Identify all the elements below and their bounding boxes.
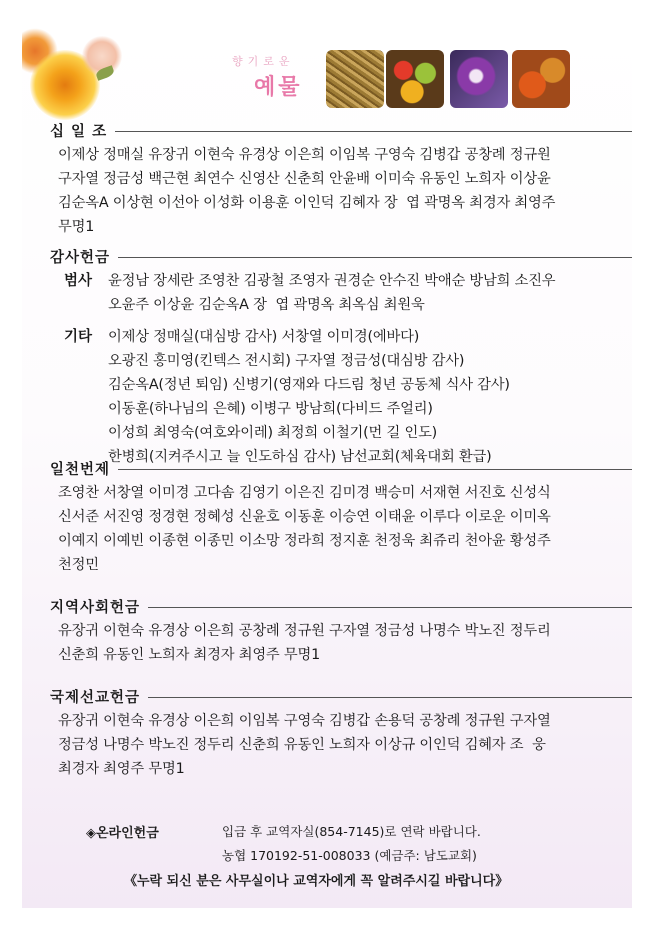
thanks-offering-section [50,246,632,469]
section-title: 국제선교헌금 [50,689,141,706]
divider [118,257,632,258]
bulletin-page [22,28,632,908]
name-list: 이제상 정매실 유장귀 이현숙 유경상 이은희 이임복 구영숙 김병갑 공창례 정규원 구자열 정금성 백근현 최연수 신영산 신춘희 안윤배 이미숙 유동인 노희자 이상윤 김순옥A 이상현 이선아 이성화 이용훈 이인덕 김혜자 장 엽 곽명옥 최경자 최영주 무명1 [58,147,556,235]
name-list: 유장귀 이현숙 유경상 이은희 공창례 정규원 구자열 정금성 나명수 박노진 정두리 신춘희 유동인 노희자 최경자 최영주 무명1 [58,623,551,663]
fruit-photo [386,50,444,108]
omission-notice: 《누락 되신 분은 사무실이나 교역자에게 꼭 알려주시길 바랍니다》 [124,874,509,889]
grain-photo [326,50,384,108]
subgroup-label: 범사 [64,273,93,289]
ilcheon-section [50,458,632,577]
orchid-photo [450,50,508,108]
header-subtitle: 향기로운 [232,55,295,68]
other-group [50,325,632,469]
name-list: 유장귀 이현숙 유경상 이은희 이임복 구영숙 김병갑 손용덕 공창례 정규원 구자열 정금성 나명수 박노진 정두리 신춘희 유동인 노희자 이상규 이인덕 김혜자 조 웅 최경자 최영주 무명1 [58,713,551,777]
divider [148,697,632,698]
mission-offering-section [50,686,632,781]
name-list: 조영찬 서창열 이미경 고다솜 김영기 이은진 김미경 백승미 서재현 서진호 신성식 신서준 서진영 정경현 정혜성 신윤호 이동훈 이승연 이태윤 이루다 이로운 이미옥 이예지 이예빈 이종현 이종민 이소망 정라희 정지훈 천정욱 최쥬리 천아윤 황성주 천정민 [58,485,551,573]
section-title: 십 일 조 [50,123,108,140]
tithe-section [50,120,632,239]
community-offering-section [50,596,632,667]
divider [115,131,632,132]
header-title: 예물 [254,75,303,100]
contact-note: 입금 후 교역자실(854-7145)로 연락 바랍니다. [222,824,481,839]
pumpkin-photo [512,50,570,108]
section-title: 감사헌금 [50,249,111,266]
bank-account: 농협 170192-51-008033 (예금주: 남도교회) [222,848,477,863]
section-title: 지역사회헌금 [50,599,141,616]
divider [148,607,632,608]
name-list: 윤정남 장세란 조영찬 김광철 조영자 권경순 안수진 박애순 방남희 소진우 오윤주 이상윤 김순옥A 장 엽 곽명옥 최옥심 최원욱 [108,273,556,313]
divider [118,469,632,470]
name-list: 이제상 정매실(대심방 감사) 서창열 이미경(에바다) 오광진 홍미영(킨텍스 전시회) 구자열 정금성(대심방 감사) 김순옥A(정년 퇴임) 신병기(영재와 다드림 청년 공동체 식사 감사) 이동훈(하나님의 은혜) 이병구 방남희(다비드 주얼리) 이성희 최영숙(여호와이레) 최정희 이철기(먼 길 인도) 한병희(지켜주시고 늘 인도하심 감사) 남선교회(체육대회 환급) [108,329,510,465]
beomsa-group [50,269,632,317]
online-offering-label: ◈온라인헌금 [86,826,159,841]
subgroup-label: 기타 [64,329,93,345]
section-title: 일천번제 [50,461,111,478]
